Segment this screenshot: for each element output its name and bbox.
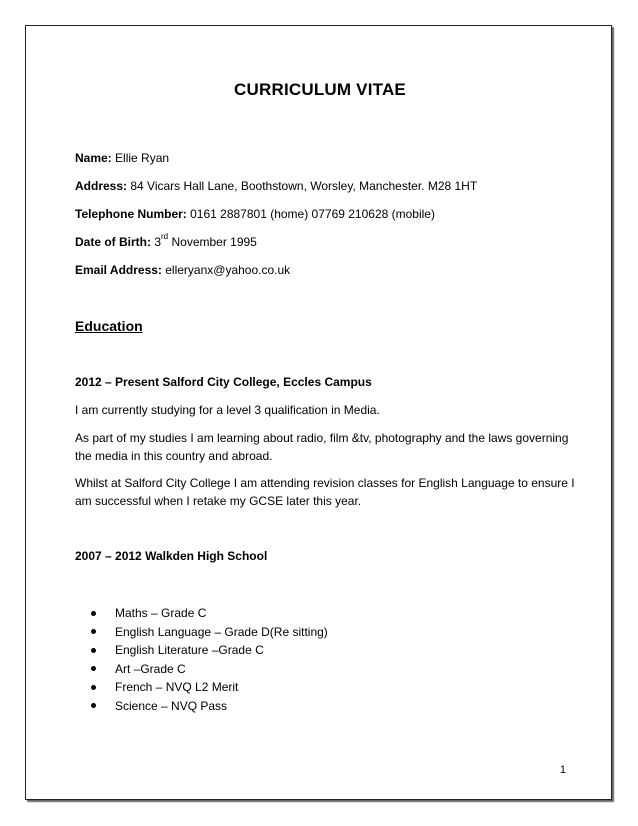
bullet-icon — [91, 666, 96, 671]
email-line — [75, 263, 290, 277]
bullet-icon — [91, 685, 96, 690]
grades-list — [91, 604, 328, 715]
college-paragraph-1: I am currently studying for a level 3 qualification in Media. — [75, 403, 380, 417]
address-line — [75, 179, 477, 193]
college-paragraph-3: Whilst at Salford City College I am attending revision classes for English Language to ensure I am successful when I retake my GCSE later this year. — [75, 476, 575, 508]
education-heading: Education — [75, 318, 143, 334]
dob-line — [75, 232, 257, 249]
bullet-icon — [91, 629, 96, 634]
name-value: Ellie Ryan — [111, 151, 170, 165]
email-value: elleryanx@yahoo.co.uk — [161, 263, 291, 277]
phone-value: 0161 2887801 (home) 07769 210628 (mobile) — [186, 207, 435, 221]
address-label: Address: — [75, 179, 128, 193]
college-heading: 2012 – Present Salford City College, Eccles Campus — [75, 375, 372, 389]
address-value: 84 Vicars Hall Lane, Boothstown, Worsley, Manchester. M28 1HT — [127, 179, 478, 193]
phone-label: Telephone Number: — [75, 207, 187, 221]
college-paragraph-2: As part of my studies I am learning about radio, film &tv, photography and the laws governing the media in this country and abroad. — [75, 431, 569, 463]
dob-rest: November 1995 — [168, 235, 257, 249]
dob-label: Date of Birth: — [75, 235, 151, 249]
email-label: Email Address: — [75, 263, 162, 277]
page-title: CURRICULUM VITAE — [234, 80, 406, 99]
list-item: English Literature –Grade C — [91, 641, 328, 660]
dob-suffix: rd — [161, 232, 169, 241]
name-line — [75, 151, 169, 165]
bullet-icon — [91, 703, 96, 708]
bullet-icon — [91, 648, 96, 653]
list-item: French – NVQ L2 Merit — [91, 678, 328, 697]
dob-day: 3 — [151, 235, 162, 249]
list-item: English Language – Grade D(Re sitting) — [91, 623, 328, 642]
page-number: 1 — [559, 764, 566, 776]
list-item: Science – NVQ Pass — [91, 697, 328, 716]
list-item: Art –Grade C — [91, 660, 328, 679]
name-label: Name: — [75, 151, 112, 165]
school-heading: 2007 – 2012 Walkden High School — [75, 549, 268, 563]
bullet-icon — [91, 611, 96, 616]
phone-line — [75, 207, 435, 221]
document-page — [25, 25, 612, 800]
list-item: Maths – Grade C — [91, 604, 328, 623]
